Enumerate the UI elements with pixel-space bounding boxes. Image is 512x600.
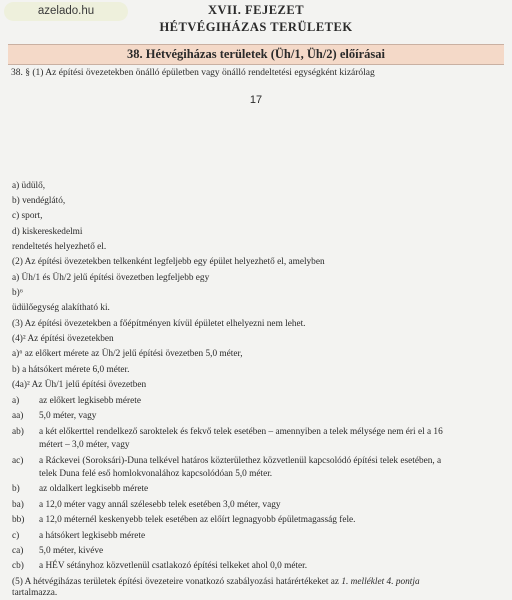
item-text: a 12,0 méter vagy annál szélesebb telek esetében 3,0 méter, vagy [39,500,281,510]
text-line: d) kiskereskedelmi [12,227,83,237]
text-line: (3) Az építési övezetekben a főépítményen kívül épületet elhelyezni nem lehet. [12,319,306,329]
list-item [12,439,130,451]
list-item [12,560,307,572]
text-line: rendeltetés helyezhető el. [12,242,107,252]
chapter-title: HÉTVÉGIHÁZAS TERÜLETEK [159,20,353,34]
text-line: b) vendéglátó, [12,196,66,206]
item-text: telek Duna felé eső homlokvonalához kapcsolódóan 5,0 méter. [39,469,273,479]
item-label: b) [12,484,20,494]
item-text: métert – 3,0 méter, vagy [39,440,130,450]
text-line: b)⁶ [12,288,23,298]
list-item [12,499,281,511]
paragraph-5-text: (5) A hétvégiházas területek építési övezeteire vonatkozó szabályozási határértékeket az [12,577,340,587]
item-label: aa) [12,411,24,421]
list-item [12,395,141,407]
item-label: ab) [12,427,24,437]
item-text: a hátsókert legkisebb mérete [39,531,146,541]
text-line: tartalmazza. [12,588,58,598]
list-item [12,514,355,526]
text-line [12,576,420,588]
list-item [12,483,148,495]
text-line: a) Üh/1 és Üh/2 jelű építési övezetben legfeljebb egy [12,273,210,283]
page-number: 17 [249,94,263,106]
list-item [12,455,441,467]
watermark-badge: azelado.hu [4,2,128,21]
text-line: (4a)² Az Üh/1 jelű építési övezetben [12,380,147,390]
item-label: ba) [12,500,24,510]
intro-paragraph: 38. § (1) Az építési övezetekben önálló épületben vagy önálló rendeltetési egységként kizárólag [11,68,375,78]
item-text: 5,0 méter, kivéve [39,546,104,556]
list-item [12,530,145,542]
item-text: 5,0 méter, vagy [39,411,97,421]
list-item [12,545,103,557]
item-label: cb) [12,561,24,571]
text-line: üdülőegység alakítható ki. [12,303,110,313]
item-label: ca) [12,546,24,556]
annex-reference: 1. melléklet 4. pontja [341,577,420,587]
section-title: 38. Hétvégiházas területek (Üh/1, Üh/2) előírásai [8,44,504,65]
text-line: a) üdülő, [12,181,46,191]
text-line: b) a hátsókert mérete 6,0 méter. [12,365,130,375]
item-label: bb) [12,515,25,525]
item-label: ac) [12,456,24,466]
item-text: a két előkerttel rendelkező saroktelek és fekvő telek esetében – amennyiben a telek mélysége nem éri el a 16 [39,427,443,437]
text-line: (2) Az építési övezetekben telkenként legfeljebb egy épület helyezhető el, amelyben [12,257,325,267]
item-text: a Ráckevei (Soroksári)-Duna telkével határos közterülethez közvetlenül kapcsolódó építési telek esetében, a [39,456,442,466]
item-text: a 12,0 méternél keskenyebb telek esetében az előírt legnagyobb épületmagasság fele. [39,515,356,525]
item-label: c) [12,531,20,541]
item-text: az előkert legkisebb mérete [39,396,141,406]
item-text: az oldalkert legkisebb mérete [39,484,149,494]
list-item [12,426,443,438]
chapter-number: XVII. FEJEZET [207,3,305,17]
text-line: a)⁶ az előkert mérete az Üh/2 jelű építési övezetben 5,0 méter, [12,349,243,359]
item-text: a HÉV sétányhoz közvetlenül csatlakozó építési telkeket ahol 0,0 méter. [39,561,308,571]
item-label: a) [12,396,20,406]
text-line: c) sport, [12,211,43,221]
list-item [12,410,96,422]
list-item [12,468,272,480]
text-line: (4)² Az építési övezetekben [12,334,114,344]
